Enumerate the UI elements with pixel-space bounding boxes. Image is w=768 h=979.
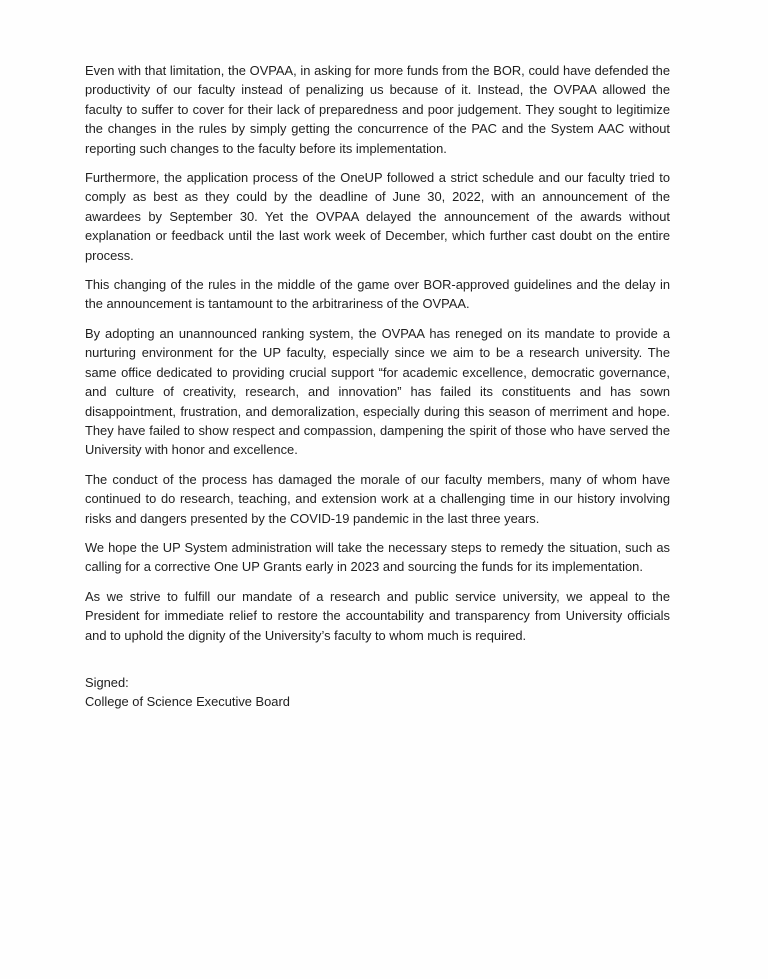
letter-body [85,61,670,712]
signature-name: College of Science Executive Board [85,694,290,710]
paragraph-application-process: Furthermore, the application process of the OneUP followed a strict schedule and our faculty tried to comply as best as they could by the deadline of June 30, 2022, with an announcement of the awardees by September 30. Yet the OVPAA delayed the announcement of the awards without explanation or feedback until the last work week of December, which further cast doubt on the entire process. [85,170,670,263]
paragraph-remedy: We hope the UP System administration will take the necessary steps to remedy the situation, such as calling for a corrective One UP Grants early in 2023 and sourcing the funds for its implementation. [85,539,670,575]
paragraph-limitation-bor: Even with that limitation, the OVPAA, in asking for more funds from the BOR, could have defended the productivity of our faculty instead of penalizing us because of it. Instead, the OVPAA allowed the faculty to suffer to cover for their lack of preparedness and poor judgement. They sought to legitimize the changes in the rules by simply getting the concurrence of the PAC and the System AAC without reporting such changes to the faculty before its implementation. [85,63,670,156]
signature-label: Signed: [85,674,129,690]
paragraph-morale: The conduct of the process has damaged the morale of our faculty members, many of whom have continued to do research, teaching, and extension work at a challenging time in our history involving risks and dangers presented by the COVID-19 pandemic in the last three years. [85,471,670,526]
signature-block [85,673,670,712]
paragraph-ranking-system: By adopting an unannounced ranking system, the OVPAA has reneged on its mandate to provide a nurturing environment for the UP faculty, especially since we aim to be a research university. The same office dedicated to providing crucial support “for academic excellence, democratic governance, and culture of creativity, research, and innovation” has failed its constituents and has sown disappointment, frustration, and demoralization, especially during this season of merriment and hope. They have failed to show respect and compassion, dampening the spirit of those who have served the University with honor and excellence. [85,325,670,458]
paragraph-appeal: As we strive to fulfill our mandate of a research and public service university, we appeal to the President for immediate relief to restore the accountability and transparency from University officials and to uphold the dignity of the University’s faculty to whom much is required. [85,588,670,643]
paragraph-changing-rules: This changing of the rules in the middle of the game over BOR-approved guidelines and the delay in the announcement is tantamount to the arbitrariness of the OVPAA. [85,277,670,312]
